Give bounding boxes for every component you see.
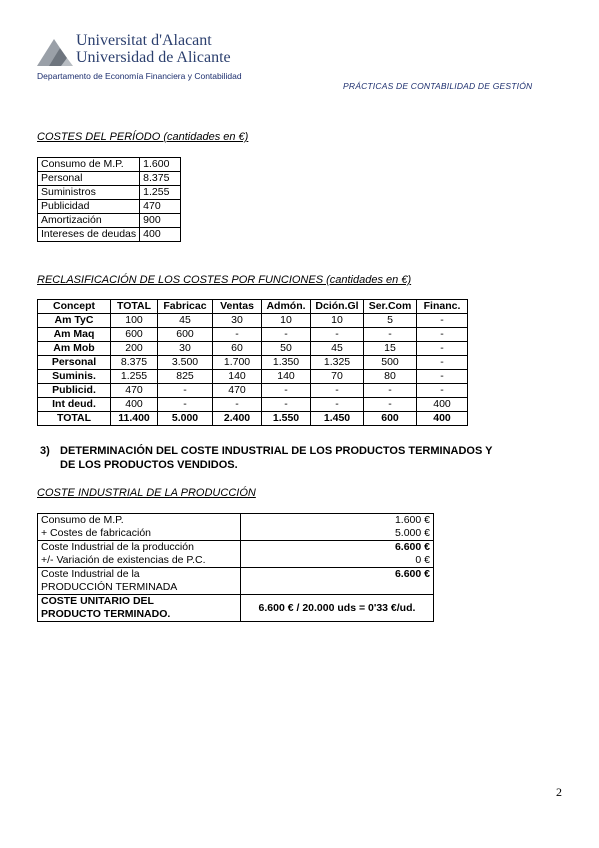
table-cell: 400 [417,398,468,412]
row-label [38,568,241,595]
table-cell: 10 [311,314,364,328]
row-label [38,541,241,568]
column-header: TOTAL [111,300,158,314]
university-logo [37,36,73,66]
university-name-valencian: Universitat d'Alacant [76,32,212,49]
table-row [38,342,468,356]
page-number: 2 [556,785,562,799]
table-cell: - [364,384,417,398]
cost-label: Personal [38,172,140,186]
cost-label: Intereses de deudas [38,228,140,242]
cost-label: Consumo de M.P. [38,158,140,172]
table-cell: 1.325 [311,356,364,370]
table-header-row [38,300,468,314]
label-line: + Costes de fabricación [41,527,152,539]
university-name-spanish: Universidad de Alicante [76,49,231,66]
table-cell: 30 [158,342,213,356]
table-cell: 600 [111,328,158,342]
table-row [38,228,181,242]
label-line: Coste Industrial de la producción [41,541,194,553]
table-cell: - [158,398,213,412]
value-line: 1.600 € [394,514,430,526]
label-line: Consumo de M.P. [41,514,124,526]
table-row [38,356,468,370]
value-line: 6.600 € [394,568,430,580]
column-header: Fabricac [158,300,213,314]
table-row [38,370,468,384]
table-row [38,541,434,568]
row-header: Am Maq [38,328,111,342]
column-header: Financ. [417,300,468,314]
table-cell: 70 [311,370,364,384]
table-cell: 200 [111,342,158,356]
section-title-coste-industrial: COSTE INDUSTRIAL DE LA PRODUCCIÓN [37,487,256,499]
table-cell: 1.700 [213,356,262,370]
heading-line-2: DE LOS PRODUCTOS VENDIDOS. [60,459,238,471]
value-line: 5.000 € [394,527,430,539]
label-line: Coste Industrial de la [41,568,140,580]
row-header: Personal [38,356,111,370]
table-cell: - [213,328,262,342]
table-row [38,398,468,412]
table-cell: 1.450 [311,412,364,426]
value-line: 6.600 € [394,541,430,553]
cost-value: 900 [140,214,181,228]
course-title: PRÁCTICAS DE CONTABILIDAD DE GESTIÓN [343,81,533,91]
table-row [38,314,468,328]
table-cell: 60 [213,342,262,356]
cost-value: 470 [140,200,181,214]
coste-industrial-table [37,513,434,622]
table-cell: 45 [158,314,213,328]
table-row [38,200,181,214]
table-cell: - [262,328,311,342]
table-cell: - [311,328,364,342]
table-cell: 1.350 [262,356,311,370]
table-cell: 400 [111,398,158,412]
value-line: 0 € [415,554,430,566]
cost-value: 8.375 [140,172,181,186]
table-cell: 600 [158,328,213,342]
table-row [38,172,181,186]
cost-value: 400 [140,228,181,242]
cost-value: 1.255 [140,186,181,200]
table-cell: - [417,342,468,356]
table-cell: - [262,398,311,412]
section-heading-determinacion [40,444,560,472]
column-header: Admón. [262,300,311,314]
section-title-costes-periodo: COSTES DEL PERÍODO (cantidades en €) [37,131,249,143]
unit-cost-value: 6.600 € / 20.000 uds = 0'33 €/ud. [241,595,434,622]
reclasificacion-table [37,299,468,426]
table-cell: 80 [364,370,417,384]
table-cell: 30 [213,314,262,328]
row-value [241,568,434,595]
row-header: Am Mob [38,342,111,356]
cost-label: Publicidad [38,200,140,214]
table-row [38,568,434,595]
row-label [38,595,241,622]
table-cell: 1.255 [111,370,158,384]
section-number: 3) [40,445,50,457]
table-cell: - [417,370,468,384]
table-cell: - [417,328,468,342]
label-line: COSTE UNITARIO DEL [41,595,154,607]
table-cell: - [262,384,311,398]
table-cell: - [417,314,468,328]
table-row [38,214,181,228]
table-cell: 50 [262,342,311,356]
row-value [241,514,434,541]
costes-periodo-table [37,157,181,242]
table-cell: - [158,384,213,398]
table-cell: 600 [364,412,417,426]
table-cell: 45 [311,342,364,356]
label-line: PRODUCCIÓN TERMINADA [41,581,178,593]
table-cell: - [364,398,417,412]
table-row [38,514,434,541]
table-cell: 10 [262,314,311,328]
column-header: Ventas [213,300,262,314]
column-header: Ser.Com [364,300,417,314]
table-cell: 1.550 [262,412,311,426]
table-cell: 500 [364,356,417,370]
table-cell: - [213,398,262,412]
table-row [38,595,434,622]
table-cell: 5 [364,314,417,328]
table-cell: 140 [213,370,262,384]
table-cell: 400 [417,412,468,426]
label-line: +/- Variación de existencias de P.C. [41,554,206,566]
heading-line-1: DETERMINACIÓN DEL COSTE INDUSTRIAL DE LOS PRODUCTOS TERMINADOS Y [60,445,493,457]
table-total-row [38,412,468,426]
cost-value: 1.600 [140,158,181,172]
table-cell: 100 [111,314,158,328]
table-cell: - [364,328,417,342]
table-row [38,384,468,398]
table-cell: 5.000 [158,412,213,426]
table-cell: 3.500 [158,356,213,370]
row-value [241,541,434,568]
table-cell: 15 [364,342,417,356]
table-cell: 825 [158,370,213,384]
table-cell: 8.375 [111,356,158,370]
row-header: TOTAL [38,412,111,426]
table-row [38,328,468,342]
table-cell: - [417,384,468,398]
table-cell: 2.400 [213,412,262,426]
table-row [38,186,181,200]
section-title-reclasificacion: RECLASIFICACIÓN DE LOS COSTES POR FUNCIONES (cantidades en €) [37,274,412,286]
column-header: Dción.Gl [311,300,364,314]
table-cell: - [311,398,364,412]
row-header: Publicid. [38,384,111,398]
department-name: Departamento de Economía Financiera y Contabilidad [37,71,242,81]
row-label [38,514,241,541]
table-cell: 470 [111,384,158,398]
label-line: PRODUCTO TERMINADO. [41,608,171,620]
table-cell: - [311,384,364,398]
cost-label: Suministros [38,186,140,200]
table-row [38,158,181,172]
table-cell: 470 [213,384,262,398]
row-header: Int deud. [38,398,111,412]
table-cell: 140 [262,370,311,384]
row-header: Suminis. [38,370,111,384]
cost-label: Amortización [38,214,140,228]
table-cell: - [417,356,468,370]
column-header: Concept [38,300,111,314]
table-cell: 11.400 [111,412,158,426]
row-header: Am TyC [38,314,111,328]
